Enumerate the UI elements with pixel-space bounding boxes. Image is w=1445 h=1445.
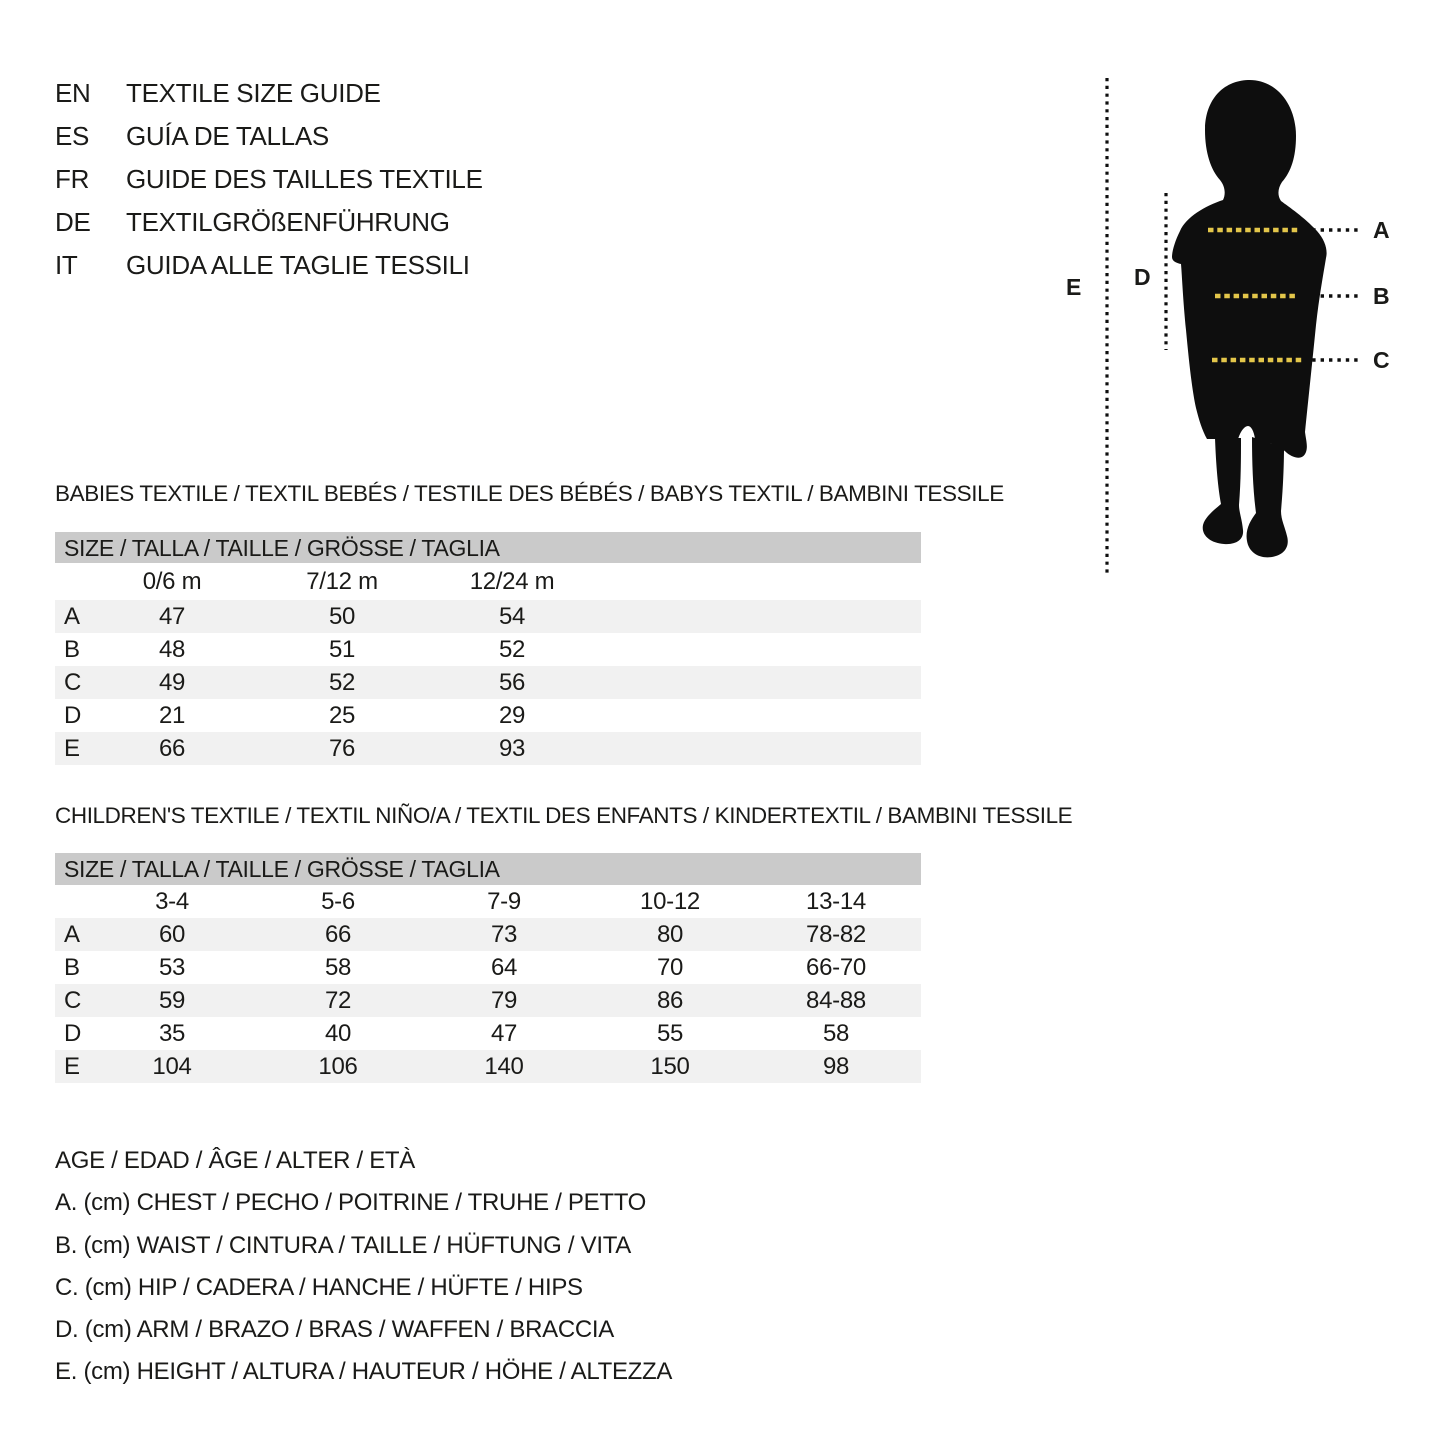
value-cell: 70 bbox=[656, 953, 684, 981]
size-header-bar: SIZE / TALLA / TAILLE / GRÖSSE / TAGLIA bbox=[55, 532, 921, 563]
children-size-table bbox=[55, 853, 921, 1083]
value-cell: 104 bbox=[152, 1052, 192, 1080]
value-cell: 35 bbox=[158, 1019, 186, 1047]
value-cell: 21 bbox=[158, 701, 186, 729]
language-title: TEXTILGRÖßENFÜHRUNG bbox=[126, 207, 450, 237]
language-code: IT bbox=[55, 250, 78, 280]
value-cell: 51 bbox=[328, 635, 356, 663]
value-cell: 66 bbox=[158, 734, 186, 762]
value-cell: 50 bbox=[328, 602, 356, 630]
table-row-c bbox=[55, 666, 921, 699]
babies-section-title: BABIES TEXTILE / TEXTIL BEBÉS / TESTILE DES BÉBÉS / BABYS TEXTIL / BAMBINI TESSILE bbox=[55, 481, 1004, 506]
column-header: 13-14 bbox=[806, 887, 866, 915]
size-header-bar: SIZE / TALLA / TAILLE / GRÖSSE / TAGLIA bbox=[55, 853, 921, 885]
language-row bbox=[55, 244, 483, 287]
row-label: D bbox=[64, 1019, 82, 1047]
babies-column-header-row bbox=[55, 563, 921, 600]
table-row-e bbox=[55, 732, 921, 765]
figure-label-c: C bbox=[1373, 347, 1390, 373]
row-label: A bbox=[64, 602, 80, 630]
language-code: FR bbox=[55, 164, 90, 194]
value-cell: 64 bbox=[490, 953, 518, 981]
column-header: 12/24 m bbox=[469, 567, 555, 595]
column-header: 10-12 bbox=[640, 887, 700, 915]
value-cell: 106 bbox=[318, 1052, 358, 1080]
column-header: 7-9 bbox=[487, 887, 521, 915]
table-row-c bbox=[55, 984, 921, 1017]
table-row-b bbox=[55, 951, 921, 984]
value-cell: 98 bbox=[822, 1052, 850, 1080]
language-code: ES bbox=[55, 121, 90, 151]
table-row-a bbox=[55, 600, 921, 633]
row-label: C bbox=[64, 668, 82, 696]
row-label: A bbox=[64, 920, 80, 948]
figure-label-b: B bbox=[1373, 283, 1390, 309]
value-cell: 72 bbox=[324, 986, 352, 1014]
child-measurement-diagram bbox=[1055, 60, 1445, 600]
language-title: GUIDA ALLE TAGLIE TESSILI bbox=[126, 250, 470, 280]
language-title: GUÍA DE TALLAS bbox=[126, 121, 329, 151]
value-cell: 47 bbox=[158, 602, 186, 630]
column-header: 7/12 m bbox=[306, 567, 378, 595]
figure-label-d: D bbox=[1134, 264, 1151, 290]
value-cell: 150 bbox=[650, 1052, 690, 1080]
value-cell: 79 bbox=[490, 986, 518, 1014]
language-row bbox=[55, 158, 483, 201]
value-cell: 93 bbox=[498, 734, 526, 762]
value-cell: 40 bbox=[324, 1019, 352, 1047]
value-cell: 29 bbox=[498, 701, 526, 729]
row-label: B bbox=[64, 635, 80, 663]
language-row bbox=[55, 201, 483, 244]
measurement-legend bbox=[55, 1140, 672, 1394]
value-cell: 49 bbox=[158, 668, 186, 696]
children-section-title: CHILDREN'S TEXTILE / TEXTIL NIÑO/A / TEXTIL DES ENFANTS / KINDERTEXTIL / BAMBINI TESSILE bbox=[55, 803, 1073, 828]
value-cell: 54 bbox=[498, 602, 526, 630]
column-header: 5-6 bbox=[321, 887, 355, 915]
value-cell: 53 bbox=[158, 953, 186, 981]
language-title: GUIDE DES TAILLES TEXTILE bbox=[126, 164, 483, 194]
value-cell: 60 bbox=[158, 920, 186, 948]
language-code: DE bbox=[55, 207, 91, 237]
row-label: E bbox=[64, 734, 80, 762]
language-title: TEXTILE SIZE GUIDE bbox=[126, 78, 381, 108]
value-cell: 78-82 bbox=[806, 920, 866, 948]
value-cell: 59 bbox=[158, 986, 186, 1014]
table-row-b bbox=[55, 633, 921, 666]
value-cell: 80 bbox=[656, 920, 684, 948]
value-cell: 52 bbox=[328, 668, 356, 696]
figure-label-a: A bbox=[1373, 217, 1390, 243]
value-cell: 140 bbox=[484, 1052, 524, 1080]
legend-line-height: E. (cm) HEIGHT / ALTURA / HAUTEUR / HÖHE / ALTEZZA bbox=[55, 1358, 673, 1386]
language-row bbox=[55, 115, 483, 158]
value-cell: 58 bbox=[324, 953, 352, 981]
legend-line-age: AGE / EDAD / ÂGE / ALTER / ETÀ bbox=[55, 1147, 415, 1174]
value-cell: 52 bbox=[498, 635, 526, 663]
legend-line-waist: B. (cm) WAIST / CINTURA / TAILLE / HÜFTUNG / VITA bbox=[55, 1231, 632, 1259]
value-cell: 47 bbox=[490, 1019, 518, 1047]
children-column-header-row bbox=[55, 885, 921, 918]
table-row-d bbox=[55, 699, 921, 732]
table-row-e bbox=[55, 1050, 921, 1083]
language-title-list bbox=[55, 72, 483, 287]
table-row-a bbox=[55, 918, 921, 951]
value-cell: 66-70 bbox=[806, 953, 866, 981]
row-label: D bbox=[64, 701, 82, 729]
row-label: E bbox=[64, 1052, 80, 1080]
table-row-d bbox=[55, 1017, 921, 1050]
legend-line-hip: C. (cm) HIP / CADERA / HANCHE / HÜFTE / HIPS bbox=[55, 1273, 583, 1301]
legend-line-chest: A. (cm) CHEST / PECHO / POITRINE / TRUHE / PETTO bbox=[55, 1189, 647, 1217]
column-header: 0/6 m bbox=[142, 567, 202, 595]
child-silhouette bbox=[1172, 80, 1327, 557]
value-cell: 48 bbox=[158, 635, 186, 663]
value-cell: 55 bbox=[656, 1019, 684, 1047]
value-cell: 76 bbox=[328, 734, 356, 762]
row-label: B bbox=[64, 953, 80, 981]
legend-line-arm: D. (cm) ARM / BRAZO / BRAS / WAFFEN / BRACCIA bbox=[55, 1316, 614, 1344]
value-cell: 25 bbox=[328, 701, 356, 729]
value-cell: 73 bbox=[490, 920, 518, 948]
column-header: 3-4 bbox=[155, 887, 189, 915]
babies-size-table bbox=[55, 532, 921, 765]
row-label: C bbox=[64, 986, 82, 1014]
value-cell: 56 bbox=[498, 668, 526, 696]
value-cell: 58 bbox=[822, 1019, 850, 1047]
language-code: EN bbox=[55, 78, 91, 108]
value-cell: 66 bbox=[324, 920, 352, 948]
figure-label-e: E bbox=[1066, 274, 1082, 300]
language-row bbox=[55, 72, 483, 115]
value-cell: 84-88 bbox=[806, 986, 866, 1014]
value-cell: 86 bbox=[656, 986, 684, 1014]
